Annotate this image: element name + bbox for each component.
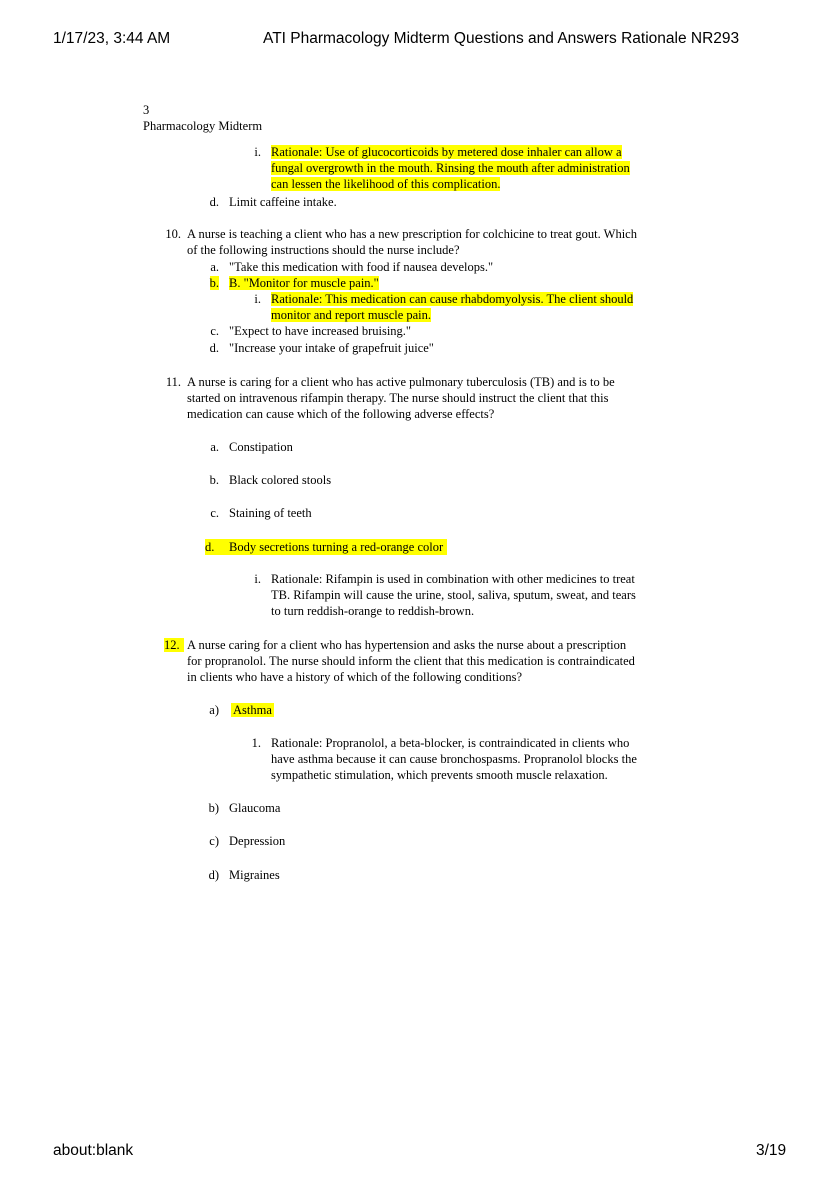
option-marker: d. (209, 195, 219, 209)
rationale-line: Rationale: Propranolol, a beta-blocker, is contraindicated in clients who (271, 736, 630, 750)
question-stem-line: A nurse caring for a client who has hypertension and asks the nurse about a prescription (187, 638, 627, 652)
option-marker: a. (210, 260, 219, 274)
print-datetime: 1/17/23, 3:44 AM (53, 30, 171, 47)
option-text: Migraines (229, 868, 280, 882)
option-text: Glaucoma (229, 801, 281, 815)
option-marker: a) (209, 703, 219, 717)
question-stem-line: for propranolol. The nurse should inform the client that this medication is contraindicated (187, 654, 635, 668)
option-marker: b. (209, 276, 219, 290)
question-stem-line: of the following instructions should the nurse include? (187, 243, 460, 257)
question-number: 10. (165, 227, 181, 241)
option-marker: d) (208, 868, 219, 882)
rationale-line: to turn reddish-orange to reddish-brown. (271, 604, 475, 618)
option-marker: d. (209, 341, 219, 355)
option-marker: a. (210, 440, 219, 454)
page-number: 3 (143, 103, 150, 117)
question-stem-line: started on intravenous rifampin therapy. The nurse should instruct the client that this (187, 391, 609, 405)
rationale-line: Rationale: Use of glucocorticoids by metered dose inhaler can allow a (271, 145, 622, 159)
running-head: Pharmacology Midterm (143, 119, 263, 133)
question-number: 11. (165, 375, 181, 389)
option-text: "Expect to have increased bruising." (229, 324, 412, 338)
print-page-count: 3/19 (756, 1142, 787, 1159)
option-marker: d. (205, 540, 215, 554)
option-marker: b. (209, 473, 219, 487)
option-marker: c. (210, 506, 219, 520)
option-marker: c. (210, 324, 219, 338)
rationale-marker: i. (254, 145, 261, 159)
question-stem-line: A nurse is teaching a client who has a new prescription for colchicine to treat gout. Which (187, 227, 637, 241)
question-number-highlighted: 12. (164, 638, 184, 652)
option-text: "Increase your intake of grapefruit juice" (229, 341, 434, 355)
option-text-correct: Asthma (233, 703, 272, 717)
question-stem-line: A nurse is caring for a client who has active pulmonary tuberculosis (TB) and is to be (187, 375, 615, 389)
option-marker: b) (208, 801, 219, 815)
option-marker: c) (209, 834, 219, 848)
option-text: "Take this medication with food if nausea develops." (229, 260, 494, 274)
rationale-line: sympathetic stimulation, which prevents smooth muscle relaxation. (271, 768, 608, 782)
question-stem-line: in clients who have a history of which of the following conditions? (187, 670, 523, 684)
option-text-correct: B. "Monitor for muscle pain." (229, 276, 379, 290)
rationale-line: TB. Rifampin will cause the urine, stool, saliva, sputum, sweat, and tears (271, 588, 636, 602)
rationale-line: Rationale: Rifampin is used in combination with other medicines to treat (271, 572, 635, 586)
question-stem-line: medication can cause which of the following adverse effects? (187, 407, 495, 421)
option-text: Depression (229, 834, 286, 848)
rationale-line: Rationale: This medication can cause rhabdomyolysis. The client should (271, 292, 634, 306)
rationale-line: have asthma because it can cause bronchospasms. Propranolol blocks the (271, 752, 637, 766)
rationale-line: can lessen the likelihood of this complication. (271, 177, 501, 191)
print-title: ATI Pharmacology Midterm Questions and Answers Rationale NR293 (263, 30, 740, 47)
option-text: Black colored stools (229, 473, 332, 487)
rationale-line: fungal overgrowth in the mouth. Rinsing the mouth after administration (271, 161, 630, 175)
rationale-line: monitor and report muscle pain. (271, 308, 432, 322)
print-url: about:blank (53, 1142, 134, 1159)
option-text: Constipation (229, 440, 293, 454)
rationale-marker: 1. (251, 736, 261, 750)
option-text-correct: Body secretions turning a red-orange color (229, 540, 444, 554)
rationale-marker: i. (254, 292, 261, 306)
rationale-marker: i. (254, 572, 261, 586)
option-text: Staining of teeth (229, 506, 312, 520)
option-text: Limit caffeine intake. (229, 195, 337, 209)
correct-option-highlight (205, 539, 447, 555)
